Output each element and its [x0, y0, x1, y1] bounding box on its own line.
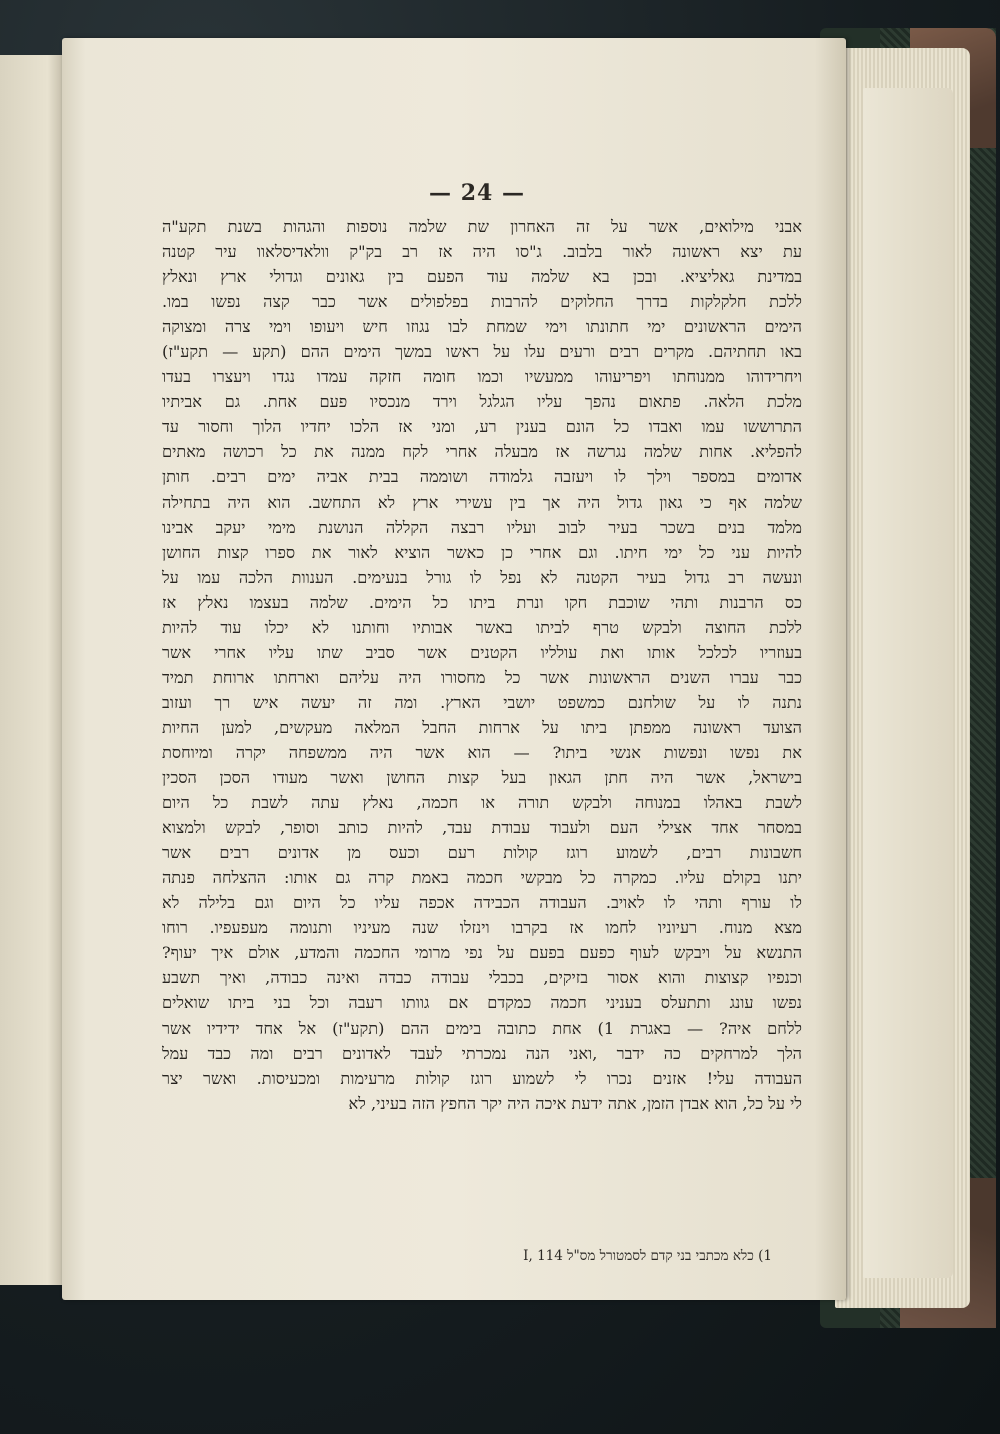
body-text: [162, 214, 802, 1234]
text-line: הצועד ראשונה ממפתן ביתו על ארחות החבל המלאה מעקשים, למען החיות: [162, 717, 802, 737]
text-line: במדינת גאליציא. ובכן בא שלמה עוד הפעם בין גאונים וגדולי ארץ ונאלץ: [162, 267, 802, 287]
page-stack-inner: [863, 88, 953, 1278]
text-line: העבודה עלי! אזנים נכרו לי לשמוע רוגז קולות מרעימות ומכעיסות. ואשר יצר: [162, 1068, 802, 1088]
text-line: להפליא. אחות שלמה נגרשה אז מבעלה אחרי לקח ממנה את כל רכושה מאתים: [162, 442, 802, 462]
text-line: ונעשה רב גדול בעיר הקטנה לא נפל לו גורל בנעימים. הענוות הלכה עמו על: [162, 567, 802, 587]
text-line: לו עורף ותהי לו לאויב. העבודה הכבידה אכפה עליו כל היום וגם בלילה לא: [162, 893, 802, 913]
text-line: בעוזריו לכלכל אותו ואת עולליו הקטנים אשר סביב שתו עליו אחרי אשר: [162, 642, 802, 662]
footnote: 1) כלא מכתבי בני קדם לסמטורל מס"ל I, 114: [523, 1248, 772, 1264]
text-line: ללחם איה? — באגרת 1) אחת כתובה בימים ההם (תקע"ז) אל אחד ידידיו אשר: [162, 1018, 802, 1038]
text-line: במסחר אחד אצילי העם ולעבוד עבודת עבד, להיות כותב וסופר, לבקש ולמצוא: [162, 818, 802, 838]
text-line: הימים הראשונים ימי חתונתו וימי שמחת לבו נגוזו חיש ויעופו וימי צרה ומצוקה: [162, 317, 802, 337]
page-stack: [835, 48, 970, 1308]
text-line: את נפשו ונפשות אנשי ביתו? — הוא אשר היה ממשפחה יקרה ומיוחסת: [162, 742, 802, 762]
text-line: הלך למרחקים כה ידבר ,ואני הנה נמכרתי לעבד לאדונים רבים ומה כבד עמל: [162, 1043, 802, 1063]
text-line: לי על כל, הוא אבדן הזמן, אתה ידעת איכה היה יקר החפץ הזה בעיני, לא: [348, 1093, 802, 1113]
text-line: עת יצא ראשונה לאור בלבוב. ג"סו היה אז רב בק"ק וולאדיסלאוו עיר קטנה: [162, 242, 802, 262]
book-page: [62, 38, 846, 1300]
text-line: מצא מנוח. רעיוניו לחמו אז בקרבו וינזלו שנה מעיניו ותנומה מעפעפיו. רוחו: [162, 918, 802, 938]
page-number: — 24 —: [429, 180, 525, 206]
text-line: להיות עני כל ימי חיתו. וגם אחרי כן כאשר הוציא לאור את ספרו קצות החושן: [162, 542, 802, 562]
text-line: נפשו עונג ותתעלס בעניני חכמה כמקדם אם גוותו רעבה וכל בני ביתו שואלים: [162, 993, 802, 1013]
text-line: ויחרידוהו ממנוחתו ויפריעוהו ממעשיו וכמו חומה חזקה עמדו נגדו ויעצרו בעדו: [162, 367, 802, 387]
text-line: יתנו בקולם עליו. כמקרה כל מבקשי חכמה באמת קרה גם אותו: ההצלחה פנתה: [162, 868, 802, 888]
text-line: התנשא על ויבקש לעוף כפעם בפעם על נפי מרומי החכמה והמדע, אולם איך יעוף?: [162, 943, 802, 963]
text-line: וכנפיו קצוצות והוא אסור בזיקים, בכבלי עבודה כבדה ואינה כבודה, ואיך תשבע: [162, 968, 802, 988]
text-line: מלמד בנים בשכר בעיר לבוב ועליו רבצה הקללה הנושנת מימי יעקב אבינו: [162, 517, 802, 537]
text-line: חשבונות רבים, לשמוע רוגז קולות רעם וכעס מן אדונים רבים אשר: [162, 843, 802, 863]
text-line: באו תחתיהם. מקרים רבים ורעים עלו על ראשו במשך הימים ההם (תקע — תקע"ז): [162, 342, 802, 362]
text-line: אדומים במספר וילך לו ויעזבה גלמודה ושוממה בבית אביה ימים רבים. חותן: [162, 467, 802, 487]
text-line: כס הרבנות ותהי שוכבת חקו ונרת ביתו כל הימים. שלמה בעצמו נאלץ אז: [162, 592, 802, 612]
text-line: התרוששו עמו ואבדו כל הונם בענין רע, ומני אז הלכו יחדיו הלוך וחסור עד: [162, 417, 802, 437]
text-line: לשבת באהלו במנוחה ולבקש תורה או חכמה, נאלץ עתה לשבת כל היום: [162, 793, 802, 813]
text-line: בישראל, אשר היה חתן הגאון בעל קצות החושן ואשר מעודו הסכן הסכין: [162, 768, 802, 788]
text-line: ללכת החוצה ולבקש טרף לביתו באשר אבותיו וחותנו לא יכלו עוד להיות: [162, 617, 802, 637]
text-line: כבר עברו השנים הראשונות אשר כל מחסורו היה עליהם וארחתו ארוחת תמיד: [162, 667, 802, 687]
text-line: אבני מילואים, אשר על זה האחרון שת שלמה נוספות והגהות בשנת תקע"ה: [162, 217, 802, 236]
text-line: מלכת הלאה. פתאום נהפך עליו הגלגל וירד מנכסיו פעם אחת. גם אביתיו: [162, 392, 802, 412]
facing-page-edge: [0, 55, 68, 1285]
text-line: ללכת חלקלקות בדרך החלוקים להרבות בפלפולים אשר כבר קצה נפשו במו.: [162, 292, 802, 312]
text-line: נתנה לו על שולחנם כמשפט יושבי הארץ. ומה זה יעשה איש רך ועזוב: [162, 692, 802, 712]
text-line: שלמה אף כי גאון גדול היה אך בין עשירי ארץ לא התחשב. הוא היה בתחילה: [162, 492, 802, 512]
